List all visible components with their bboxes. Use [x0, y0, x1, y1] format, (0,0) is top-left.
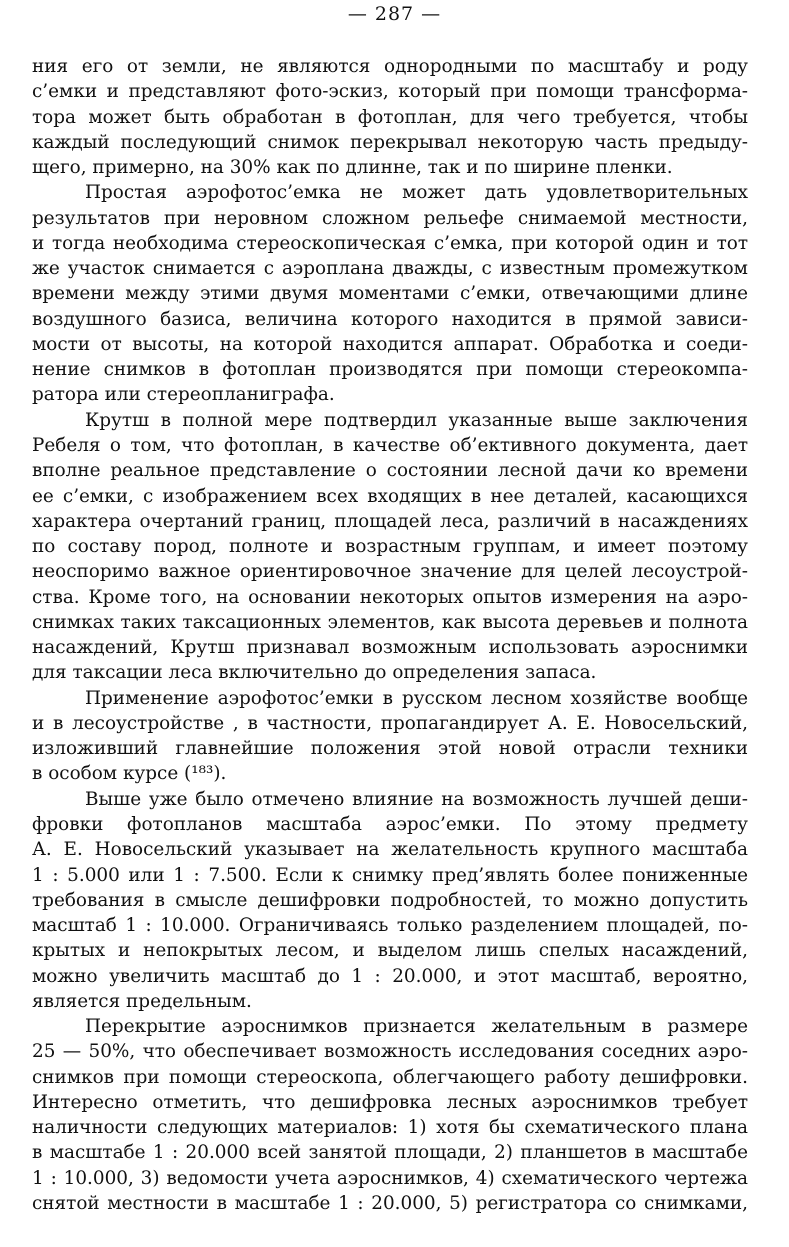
text-line: воздушного базиса, величина которого находится в прямой зависи- [32, 308, 748, 330]
paragraph [32, 1014, 748, 1216]
text-line: крытых и непокрытых лесом, и выделом лишь спелых насаждений, [32, 940, 748, 962]
text-line: А. Е. Новосельский указывает на желательность крупного масштаба [32, 839, 748, 861]
text-line: изложивший главнейшие положения этой новой отрасли техники [32, 738, 748, 760]
text-line: в масштабе 1 : 20.000 всей занятой площади, 2) планшетов в масштабе [32, 1142, 748, 1164]
text-line: масштаб 1 : 10.000. Ограничиваясь только разделением площадей, по- [32, 915, 748, 937]
text-line: в особом курсе (¹⁸³). [32, 763, 227, 785]
paragraph [32, 408, 748, 686]
text-line: 1 : 5.000 или 1 : 7.500. Если к снимку пред’являть более пониженные [32, 864, 748, 886]
text-line: Ребеля о том, что фотоплан, в качестве об’ективного документа, дает [32, 434, 748, 456]
text-line: снимков при помощи стереоскопа, облегчающего работу дешифровки. [32, 1066, 748, 1088]
text-line: 1 : 10.000, 3) ведомости учета аэроснимков, 4) схематического чертежа [32, 1167, 748, 1189]
text-line: неоспоримо важное ориентировочное значение для целей лесоустрой- [32, 561, 748, 583]
text-line: вполне реальное представление о состоянии лесной дачи ко времени [32, 460, 748, 482]
text-line: ства. Кроме того, на основании некоторых опытов измерения на аэро- [32, 586, 748, 608]
text-line: с’емки и представляют фото-эскиз, который при помощи трансформа- [32, 81, 748, 103]
text-line: фровки фотопланов масштаба аэрос’емки. По этому предмету [32, 813, 748, 835]
text-line: Простая аэрофотос’емка не может дать удовлетворительных [85, 182, 748, 204]
paragraph [32, 686, 748, 787]
text-line: ратора или стереопланиграфа. [32, 384, 335, 406]
paragraph [32, 180, 748, 407]
text-line: Выше уже было отмечено влияние на возможность лучшей деши- [85, 788, 748, 810]
text-line: наличности следующих материалов: 1) хотя бы схематического плана [32, 1117, 748, 1139]
text-line: и в лесоустройстве , в частности, пропагандирует А. Е. Новосельский, [32, 712, 748, 734]
text-line: Крутш в полной мере подтвердил указанные выше заключения [85, 409, 748, 431]
text-line: Применение аэрофотос’емки в русском лесном хозяйстве вообще [85, 687, 748, 709]
text-line: же участок снимается с аэроплана дважды, с известным промежутком [32, 258, 748, 280]
text-line: Интересно отметить, что дешифровка лесных аэроснимков требует [32, 1091, 748, 1113]
text-line: Перекрытие аэроснимков признается желательным в размере [85, 1016, 748, 1038]
text-line: 25 — 50%, что обеспечивает возможность исследования соседних аэро- [32, 1041, 748, 1063]
text-line: нение снимков в фотоплан производятся при помощи стереокомпа- [32, 359, 748, 381]
text-line: снимках таких таксационных элементов, как высота деревьев и полнота [32, 611, 748, 633]
text-line: требования в смысле дешифровки подробностей, то можно допустить [32, 889, 748, 911]
text-line: можно увеличить масштаб до 1 : 20.000, и этот масштаб, вероятно, [32, 965, 748, 987]
text-line: и тогда необходима стереоскопическая с’емка, при которой один и тот [32, 232, 748, 254]
text-line: ния его от земли, не являются однородными по масштабу и роду [32, 56, 748, 77]
text-line: времени между этими двумя моментами с’емки, отвечающими длине [32, 283, 748, 305]
paragraph [32, 787, 748, 1014]
paragraph [32, 54, 748, 180]
text-line: для таксации леса включительно до определения запаса. [32, 662, 597, 684]
text-line: по составу пород, полноте и возрастным группам, и имеет поэтому [32, 536, 748, 558]
text-line: результатов при неровном сложном рельефе снимаемой местности, [32, 207, 748, 229]
text-line: снятой местности в масштабе 1 : 20.000, 5) регистратора со снимками, [32, 1192, 748, 1214]
body-text [32, 54, 748, 1216]
text-line: щего, примерно, на 30% как по длинне, так и по ширине пленки. [32, 157, 673, 179]
text-line: насаждений, Крутш признавал возможным использовать аэроснимки [32, 637, 748, 659]
text-line: мости от высоты, на которой находится аппарат. Обработка и соеди- [32, 333, 748, 355]
page-number: — 287 — [347, 3, 442, 25]
text-line: характера очертаний границ, площадей леса, различий в насаждениях [32, 510, 748, 532]
text-line: тора может быть обработан в фотоплан, для чего требуется, чтобы [32, 106, 748, 128]
text-line: каждый последующий снимок перекрывал некоторую часть предыду- [32, 131, 748, 153]
text-line: ее с’емки, с изображением всех входящих в нее деталей, касающихся [32, 485, 748, 507]
text-line: является предельным. [32, 990, 252, 1012]
